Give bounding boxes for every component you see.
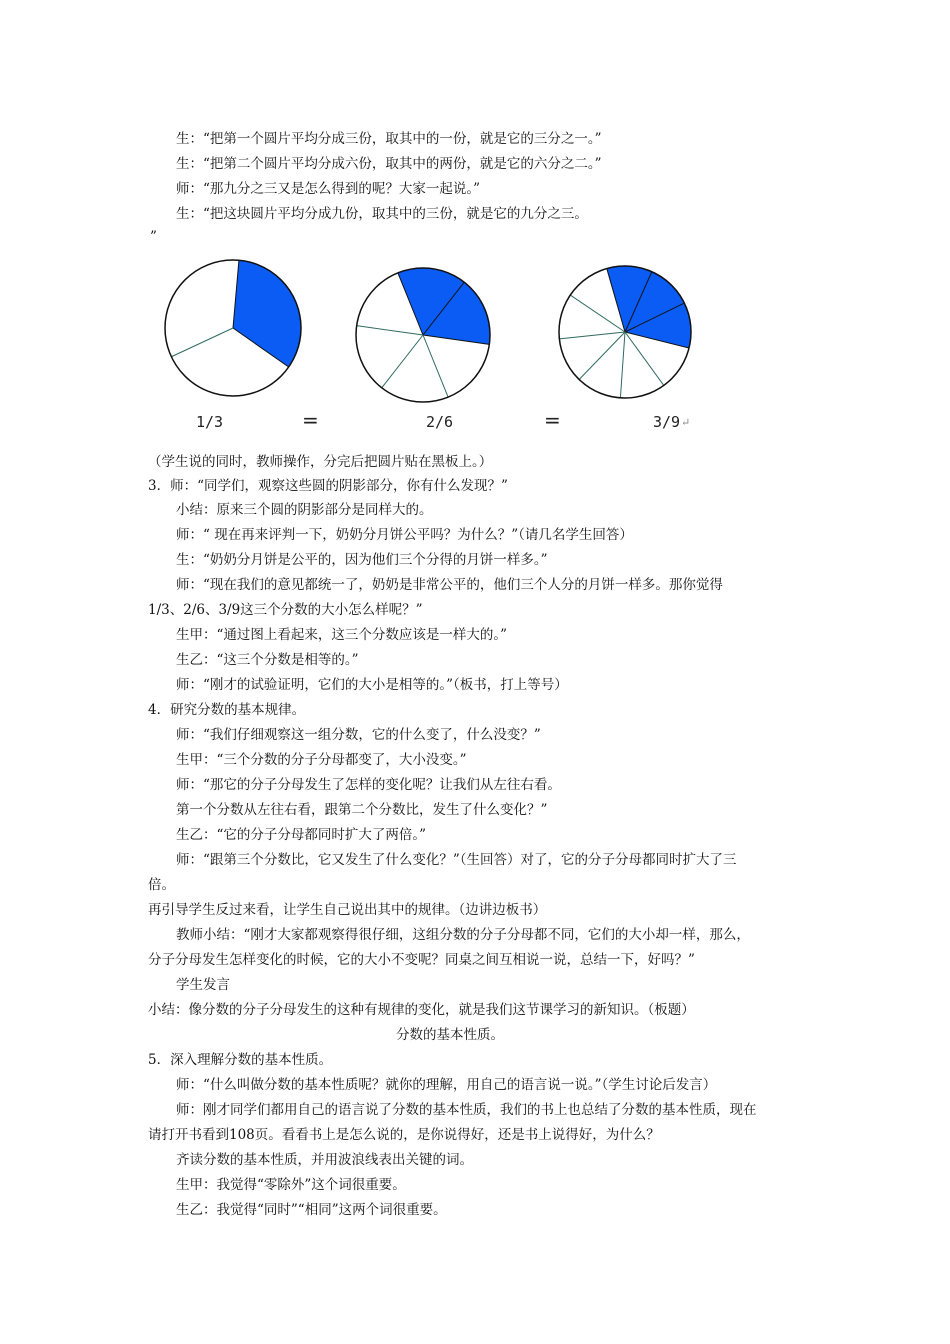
board-title: 分数的基本性质。 xyxy=(396,1027,504,1043)
text-line: 生甲：“三个分数的分子分母都变了，大小没变。” xyxy=(176,752,467,768)
divider-line xyxy=(579,332,625,379)
text-line: 小结：像分数的分子分母发生的这种有规律的变化，就是我们这节课学习的新知识。（板题） xyxy=(148,1002,695,1018)
text-line: 师：“现在我们的意见都统一了，奶奶是非常公平的，他们三个人分的月饼一样多。那你觉得 xyxy=(176,577,723,593)
text-line: （学生说的同时，教师操作，分完后把圆片贴在黑板上。） xyxy=(148,454,493,470)
text-line: 5．深入理解分数的基本性质。 xyxy=(148,1052,333,1068)
text-line: 第一个分数从左往右看，跟第二个分数比，发生了什么变化？” xyxy=(176,802,548,818)
divider-line xyxy=(382,335,423,388)
equals-sign: = xyxy=(544,408,561,432)
text-line: 教师小结：“刚才大家都观察得很仔细，这组分数的分子分母都不同，它们的大小却一样，那么， xyxy=(176,927,750,943)
text-line: 1/3、2/6、3/9这三个分数的大小怎么样呢？” xyxy=(148,602,423,618)
text-line: 齐读分数的基本性质，并用波浪线表出关键的词。 xyxy=(176,1152,473,1168)
text-line: 师：“我们仔细观察这一组分数，它的什么变了，什么没变？” xyxy=(176,727,541,743)
text-line: 分子分母发生怎样变化的时候，它的大小不变呢？同桌之间互相说一说，总结一下，好吗？” xyxy=(148,952,695,968)
fraction-circles-figure xyxy=(150,250,710,440)
equals-sign: = xyxy=(302,408,319,432)
dialogue-line: 生：“把这块圆片平均分成九份，取其中的三份，就是它的九分之三。 xyxy=(176,206,588,222)
text-line: 3．师：“同学们，观察这些圆的阴影部分，你有什么发现？” xyxy=(148,478,508,494)
text-line: 学生发言 xyxy=(176,977,230,993)
dialogue-line: 生：“把第二个圆片平均分成六份，取其中的两份，就是它的六分之二。” xyxy=(176,156,602,172)
fraction-label: 2/6 xyxy=(426,413,454,431)
text-line: 师：“那它的分子分母发生了怎样的变化呢？让我们从左往右看。 xyxy=(176,777,561,793)
dialogue-line: 师：“那九分之三又是怎么得到的呢？大家一起说。” xyxy=(176,181,481,197)
text-line: 小结：原来三个圆的阴影部分是同样大的。 xyxy=(176,502,433,518)
return-mark: ↵ xyxy=(681,416,691,429)
circles-svg xyxy=(150,250,710,440)
text-line: 生乙：我觉得“同时”“相同”这两个词很重要。 xyxy=(176,1202,447,1218)
text-line: 倍。 xyxy=(148,877,175,893)
text-line: 生乙：“这三个分数是相等的。” xyxy=(176,652,359,668)
shaded-sector xyxy=(233,260,301,367)
text-line: 师：“刚才的试验证明，它们的大小是相等的。”（板书，打上等号） xyxy=(176,677,568,693)
dialogue-line: ” xyxy=(150,229,157,245)
text-line: 4．研究分数的基本规律。 xyxy=(148,702,306,718)
text-line: 师：“跟第三个分数比，它又发生了什么变化？”（生回答）对了，它的分子分母都同时扩大了三 xyxy=(176,852,737,868)
dialogue-line: 生：“把第一个圆片平均分成三份，取其中的一份，就是它的三分之一。” xyxy=(176,131,602,147)
text-line: 生甲：“通过图上看起来，这三个分数应该是一样大的。” xyxy=(176,627,508,643)
divider-line xyxy=(171,328,233,357)
divider-line xyxy=(357,326,423,335)
text-line: 请打开书看到108页。看看书上是怎么说的，是你说得好，还是书上说得好，为什么？ xyxy=(148,1127,660,1143)
text-line: 师：刚才同学们都用自己的语言说了分数的基本性质，我们的书上也总结了分数的基本性质，现在 xyxy=(176,1102,757,1118)
divider-line xyxy=(423,335,448,397)
text-line: 师：“什么叫做分数的基本性质呢？就你的理解，用自己的语言说一说。”（学生讨论后发言） xyxy=(176,1077,717,1093)
divider-line xyxy=(559,332,625,339)
fraction-label: 3/9 xyxy=(653,413,681,431)
divider-line xyxy=(620,332,625,398)
text-line: 生甲：我觉得“零除外”这个词很重要。 xyxy=(176,1177,406,1193)
text-line: 再引导学生反过来看，让学生自己说出其中的规律。（边讲边板书） xyxy=(148,902,547,918)
fraction-label: 1/3 xyxy=(196,413,224,431)
text-line: 师：“ 现在再来评判一下，奶奶分月饼公平吗？为什么？”（请几名学生回答） xyxy=(176,527,633,543)
text-line: 生乙：“它的分子分母都同时扩大了两倍。” xyxy=(176,827,427,843)
text-line: 生：“奶奶分月饼是公平的，因为他们三个分得的月饼一样多。” xyxy=(176,552,548,568)
